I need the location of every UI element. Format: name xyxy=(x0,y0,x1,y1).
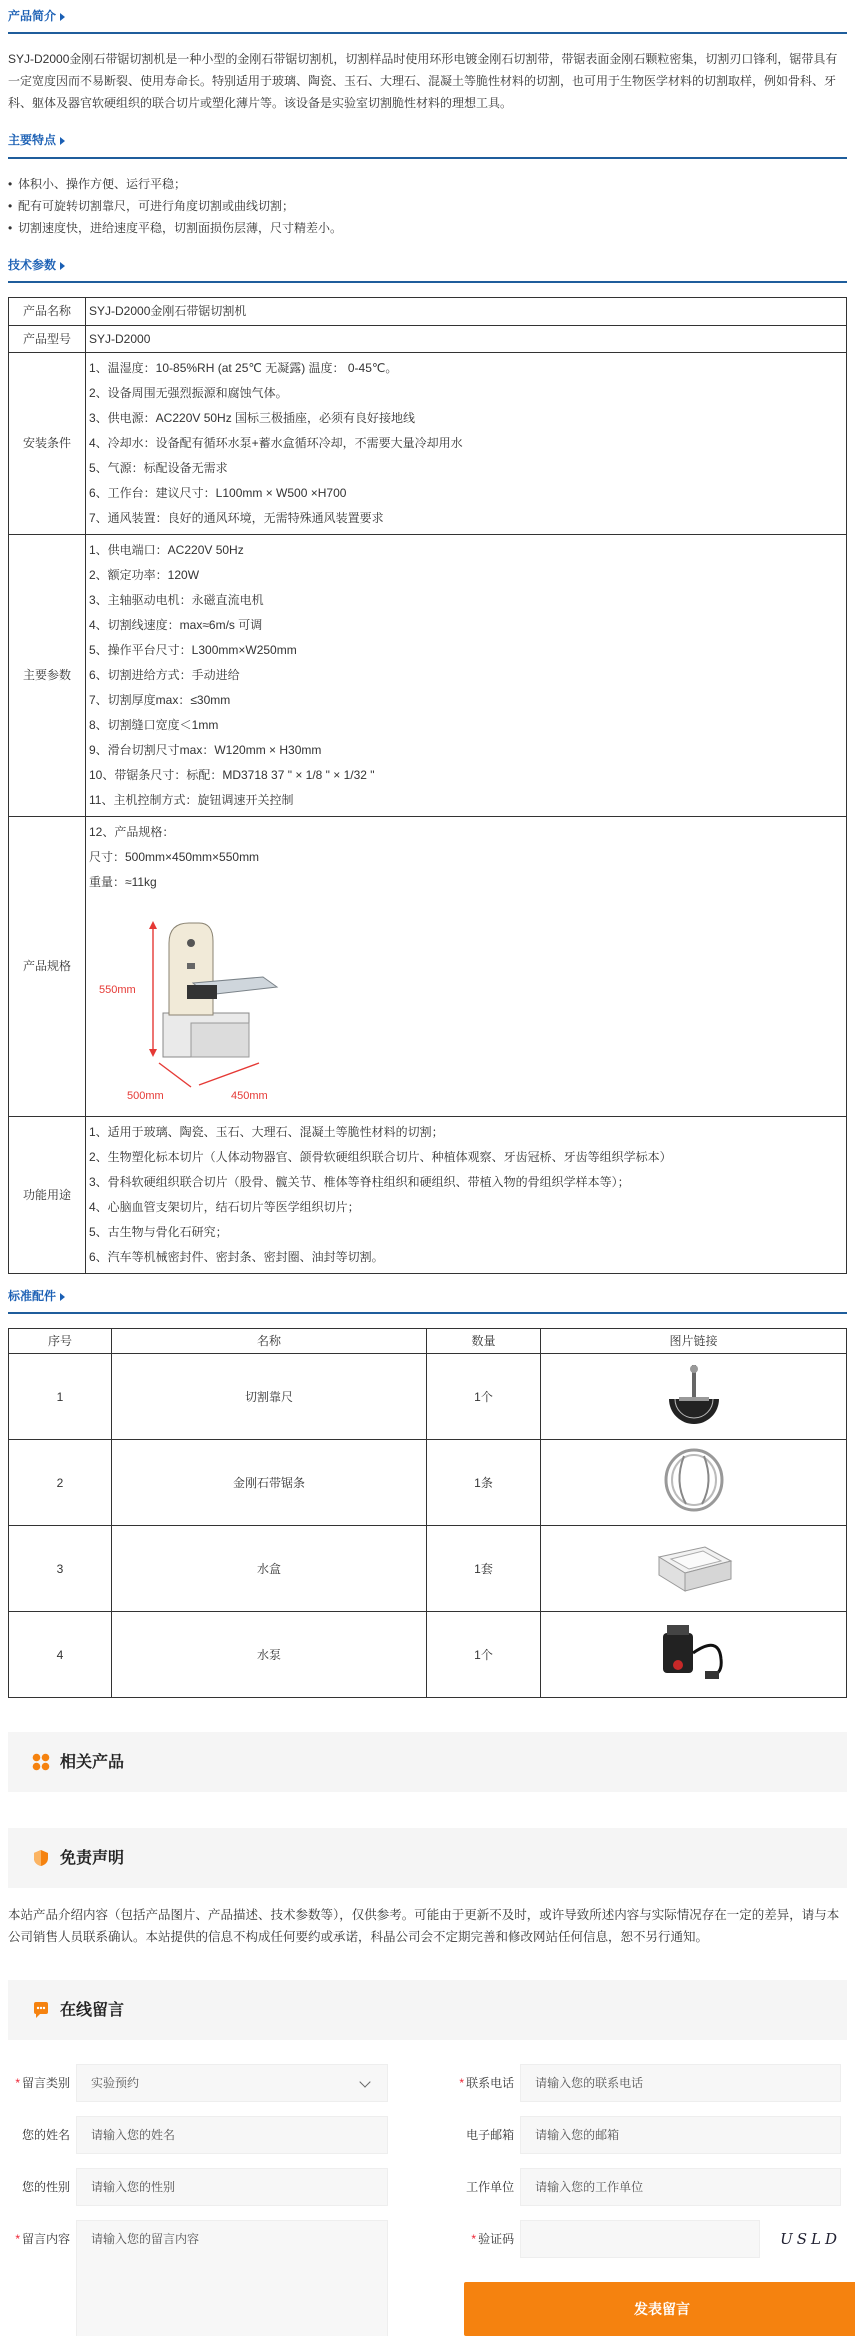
spec-value xyxy=(86,816,847,1116)
spec-value: SYJ-D2000 xyxy=(86,325,847,352)
acc-image-cell xyxy=(541,1354,847,1440)
feature-item: • 体积小、操作方便、运行平稳； xyxy=(8,173,847,195)
arrow-right-icon xyxy=(60,137,65,145)
gender-input[interactable]: 请输入您的性别 xyxy=(76,2168,388,2206)
spec-line: 3、供电源：AC220V 50Hz 国标三极插座，必须有良好接地线 xyxy=(89,410,416,425)
water-box-icon xyxy=(649,1533,739,1599)
intro-text: SYJ-D2000金刚石带锯切割机是一种小型的金刚石带锯切割机，切割样品时使用环形电镀金刚石切割带，带锯表面金刚石颗粒密集，切割刃口锋利，锯带具有一定宽度因而不易断裂、使用寿命长。特别适用于玻璃、陶瓷、玉石、大理石、混凝土等脆性材料的切割，也可用于生物医学材料的切割取样，例如骨科、牙科、躯体及器官软硬组织的联合切片或塑化薄片等。该设备是实验室切割脆性材料的理想工具。 xyxy=(8,52,838,111)
spec-key: 产品规格 xyxy=(9,816,86,1116)
captcha-label: * 验证码 xyxy=(471,2232,515,2247)
spec-line: 6、切割进给方式：手动进给 xyxy=(89,667,240,682)
table-row xyxy=(9,1116,847,1273)
acc-name: 切割靠尺 xyxy=(112,1354,427,1440)
related-products-title: 相关产品 xyxy=(60,1753,125,1771)
cutting-guide-icon xyxy=(659,1359,729,1429)
spec-line: 5、古生物与骨化石研究； xyxy=(89,1224,228,1239)
dim-depth-label: 450mm xyxy=(231,1089,268,1102)
feature-item: • 配有可旋转切割靠尺，可进行角度切割或曲线切割； xyxy=(8,195,847,217)
spec-line: 2、额定功率：120W xyxy=(89,567,200,582)
disclaimer-text: 本站产品介绍内容（包括产品图片、产品描述、技术参数等），仅供参考。可能由于更新不及时，或许导致所述内容与实际情况存在一定的差异，请与本公司销售人员联系确认。本站提供的信息不构成任何要约或承诺，科晶公司会不定期完善和修改网站任何信息，恕不另行通知。 xyxy=(8,1908,840,1945)
category-label: * 留言类别 xyxy=(15,2076,70,2091)
table-row xyxy=(9,298,847,325)
message-title: 在线留言 xyxy=(60,2001,125,2019)
acc-qty: 1个 xyxy=(427,1612,541,1698)
related-products-header xyxy=(8,1732,847,1792)
spec-line: 7、切割厚度max：≤30mm xyxy=(89,692,231,707)
company-label: 工作单位 xyxy=(466,2180,515,2195)
spec-line: 6、工作台：建议尺寸：L100mm × W500 ×H700 xyxy=(89,485,347,500)
section-title-specs: 技术参数 xyxy=(8,255,847,283)
captcha-input[interactable] xyxy=(520,2220,760,2258)
acc-no: 3 xyxy=(9,1526,112,1612)
spec-value: SYJ-D2000金刚石带锯切割机 xyxy=(86,298,847,325)
feature-list xyxy=(8,159,847,249)
message-header xyxy=(8,1980,847,2040)
spec-line: 3、主轴驱动电机：永磁直流电机 xyxy=(89,592,264,607)
acc-name: 水泵 xyxy=(112,1612,427,1698)
section-title-accessories: 标准配件 xyxy=(8,1286,847,1314)
spec-line: 6、汽车等机械密封件、密封条、密封圈、油封等切割。 xyxy=(89,1249,384,1264)
acc-qty: 1个 xyxy=(427,1354,541,1440)
table-row xyxy=(9,1354,847,1440)
acc-name: 水盒 xyxy=(112,1526,427,1612)
gender-label: 您的性别 xyxy=(21,2180,70,2195)
captcha-image[interactable]: USLD xyxy=(780,2230,841,2249)
chevron-down-icon xyxy=(359,2077,370,2088)
col-header: 名称 xyxy=(112,1329,427,1354)
acc-no: 1 xyxy=(9,1354,112,1440)
message-form xyxy=(8,2040,847,2336)
table-row xyxy=(9,1440,847,1526)
water-pump-icon xyxy=(649,1615,739,1689)
form-row-content xyxy=(14,2220,388,2336)
spec-line: 2、生物塑化标本切片（人体动物器官、颌骨软硬组织联合切片、种植体观察、牙齿冠桥、牙齿等组织学标本） xyxy=(89,1149,672,1164)
acc-qty: 1套 xyxy=(427,1526,541,1612)
spec-line: 2、设备周围无强烈振源和腐蚀气体。 xyxy=(89,385,288,400)
form-row-company xyxy=(458,2168,841,2206)
spec-line: 重量：≈11kg xyxy=(89,874,157,889)
spec-line: 尺寸：500mm×450mm×550mm xyxy=(89,849,260,864)
col-header: 序号 xyxy=(9,1329,112,1354)
acc-image-cell xyxy=(541,1612,847,1698)
arrow-right-icon xyxy=(60,1293,65,1301)
spec-key: 功能用途 xyxy=(9,1116,86,1273)
content-textarea[interactable]: 请输入您的留言内容 xyxy=(76,2220,388,2336)
submit-button[interactable]: 发表留言 xyxy=(464,2282,855,2336)
spec-table xyxy=(8,297,847,1274)
table-row xyxy=(9,1526,847,1612)
spec-line: 4、冷却水：设备配有循环水泵+蓄水盒循环冷却，不需要大量冷却用水 xyxy=(89,435,463,450)
content-label: * 留言内容 xyxy=(15,2232,70,2247)
spec-line: 3、骨科软硬组织联合切片（股骨、髋关节、椎体等脊柱组织和硬组织、带植入物的骨组织学样本等）； xyxy=(89,1174,630,1189)
acc-no: 4 xyxy=(9,1612,112,1698)
chat-bubble-icon xyxy=(32,2001,50,2019)
arrow-right-icon xyxy=(60,13,65,21)
disclaimer-header xyxy=(8,1828,847,1888)
acc-name: 金刚石带锯条 xyxy=(112,1440,427,1526)
spec-line: 8、切割缝口宽度＜1mm xyxy=(89,717,219,732)
acc-no: 2 xyxy=(9,1440,112,1526)
spec-line: 9、滑台切割尺寸max：W120mm × H30mm xyxy=(89,742,322,757)
name-label: 您的姓名 xyxy=(21,2128,70,2143)
shield-icon xyxy=(32,1849,50,1867)
spec-line: 5、操作平台尺寸：L300mm×W250mm xyxy=(89,642,297,657)
machine-dimension-diagram xyxy=(91,903,291,1103)
table-row xyxy=(9,352,847,534)
band-saw-blade-icon xyxy=(654,1442,734,1518)
form-row-category xyxy=(14,2064,388,2102)
arrow-right-icon xyxy=(60,262,65,270)
spec-line: 4、心脑血管支架切片，结石切片等医学组织切片； xyxy=(89,1199,360,1214)
dim-width-label: 500mm xyxy=(127,1089,164,1102)
table-row xyxy=(9,534,847,816)
spec-line: 7、通风装置：良好的通风环境，无需特殊通风装置要求 xyxy=(89,510,384,525)
spec-value xyxy=(86,534,847,816)
acc-qty: 1条 xyxy=(427,1440,541,1526)
spec-line: 12、产品规格： xyxy=(89,824,175,839)
spec-line: 5、气源：标配设备无需求 xyxy=(89,460,228,475)
form-row-name xyxy=(14,2116,388,2154)
form-row-email xyxy=(458,2116,841,2154)
spec-value xyxy=(86,1116,847,1273)
form-row-gender xyxy=(14,2168,388,2206)
spec-line: 1、供电端口：AC220V 50Hz xyxy=(89,542,244,557)
spec-key: 安装条件 xyxy=(9,352,86,534)
phone-label: * 联系电话 xyxy=(459,2076,515,2091)
spec-line: 10、带锯条尺寸：标配：MD3718 37 " × 1/8 " × 1/32 " xyxy=(89,767,375,782)
feature-item: • 切割速度快，进给速度平稳，切割面损伤层薄，尺寸精差小。 xyxy=(8,217,847,239)
grid-icon xyxy=(32,1753,50,1771)
col-header: 图片链接 xyxy=(541,1329,847,1354)
spec-line: 4、切割线速度：max≈6m/s 可调 xyxy=(89,617,263,632)
spec-line: 11、主机控制方式：旋钮调速开关控制 xyxy=(89,792,294,807)
disclaimer-title: 免责声明 xyxy=(60,1849,125,1867)
table-header-row xyxy=(9,1329,847,1354)
spec-key: 产品名称 xyxy=(9,298,86,325)
accessories-table xyxy=(8,1328,847,1698)
spec-value xyxy=(86,352,847,534)
category-select[interactable]: 实验预约 xyxy=(76,2064,388,2102)
name-input[interactable]: 请输入您的姓名 xyxy=(76,2116,388,2154)
email-input[interactable]: 请输入您的邮箱 xyxy=(520,2116,841,2154)
table-row xyxy=(9,1612,847,1698)
spec-key: 主要参数 xyxy=(9,534,86,816)
company-input[interactable]: 请输入您的工作单位 xyxy=(520,2168,841,2206)
phone-input[interactable]: 请输入您的联系电话 xyxy=(520,2064,841,2102)
col-header: 数量 xyxy=(427,1329,541,1354)
acc-image-cell xyxy=(541,1440,847,1526)
table-row xyxy=(9,816,847,1116)
spec-key: 产品型号 xyxy=(9,325,86,352)
spec-line: 1、温湿度：10-85%RH (at 25℃ 无凝露) 温度： 0-45℃。 xyxy=(89,360,398,375)
section-title-intro: 产品简介 xyxy=(8,6,847,34)
acc-image-cell xyxy=(541,1526,847,1612)
table-row xyxy=(9,325,847,352)
form-row-phone xyxy=(458,2064,841,2102)
dim-height-label: 550mm xyxy=(99,983,136,996)
section-title-features: 主要特点 xyxy=(8,130,847,158)
spec-line: 1、适用于玻璃、陶瓷、玉石、大理石、混凝土等脆性材料的切割； xyxy=(89,1124,444,1139)
email-label: 电子邮箱 xyxy=(466,2128,515,2143)
